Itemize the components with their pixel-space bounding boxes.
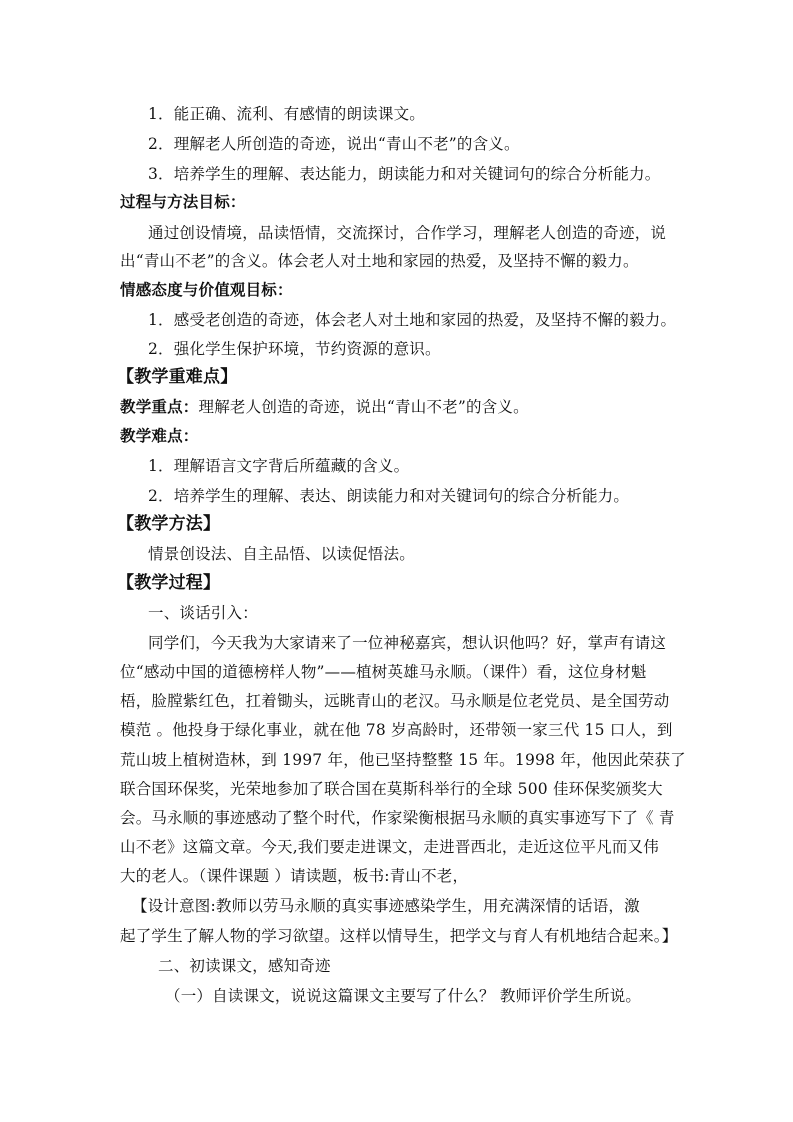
knowledge-item-1: 1．能正确、流利、有感情的朗读课文。	[148, 105, 425, 123]
process-goal-heading: 过程与方法目标：	[120, 193, 246, 211]
emotion-goal-item-2: 2．强化学生保护环境，节约资源的意识。	[148, 340, 441, 358]
intro-line-9: 大的老人。（课件课题 ）请读题，板书:青山不老，	[120, 867, 469, 885]
intro-line-8: 山不老》这篇文章。今天,我们要走进课文，走进晋西北，走近这位平凡而又伟	[120, 838, 659, 856]
knowledge-item-3: 3．培养学生的理解、表达能力，朗读能力和对关键词句的综合分析能力。	[148, 165, 661, 183]
process-goal-line-2: 出“青山不老”的含义。体会老人对土地和家园的热爱，及坚持不懈的毅力。	[120, 252, 639, 270]
step1-title: 一、谈话引入：	[148, 604, 258, 622]
key-difficult-heading: 【教学重难点】	[117, 367, 238, 387]
step2-subtask: （一）自读课文，说说这篇课文主要写了什么？ 教师评价学生所说。	[165, 987, 642, 1005]
difficult-item-2: 2．培养学生的理解、表达、朗读能力和对关键词句的综合分析能力。	[148, 487, 630, 505]
intro-line-6: 联合国环保奖，光荣地参加了联合国在莫斯科举行的全球 500 佳环保奖颁奖大	[120, 780, 663, 798]
key-point-line	[120, 397, 529, 417]
key-point-text: 理解老人创造的奇迹，说出“青山不老”的含义。	[198, 398, 529, 416]
process-heading: 【教学过程】	[117, 573, 221, 593]
emotion-goal-item-1: 1．感受老创造的奇迹，体会老人对土地和家园的热爱，及坚持不懈的毅力。	[148, 311, 677, 329]
intro-line-5: 荒山坡上植树造林，到 1997 年，他已坚持整整 15 年。1998 年，他因此荣获了	[120, 751, 686, 769]
difficult-item-1: 1．理解语言文字背后所蕴藏的含义。	[148, 457, 410, 475]
process-goal-line-1: 通过创设情境，品读悟情，交流探讨，合作学习，理解老人创造的奇迹，说	[148, 224, 667, 242]
methods-text: 情景创设法、自主品悟、以读促悟法。	[148, 545, 415, 563]
intro-line-2: 位“感动中国的道德榜样人物”——植树英雄马永顺。（课件）看，这位身材魁	[120, 663, 647, 681]
emotion-goal-heading: 情感态度与价值观目标：	[120, 281, 293, 299]
intro-line-3: 梧，脸膛紫红色，扛着锄头，远眺青山的老汉。马永顺是位老党员、是全国劳动	[120, 692, 670, 710]
methods-heading: 【教学方法】	[117, 514, 221, 534]
difficult-point-label: 教学难点：	[120, 427, 199, 445]
intro-line-7: 会。马永顺的事迹感动了整个时代，作家梁衡根据马永顺的真实事迹写下了《 青	[120, 809, 675, 827]
intro-line-1: 同学们，今天我为大家请来了一位神秘嘉宾，想认识他吗？好，掌声有请这	[148, 634, 667, 652]
design-intent-line-1: 【设计意图:教师以劳马永顺的真实事迹感染学生，用充满深情的话语，激	[132, 897, 640, 915]
knowledge-item-2: 2．理解老人所创造的奇迹，说出“青山不老”的含义。	[148, 135, 520, 153]
key-point-label: 教学重点：	[120, 398, 199, 416]
design-intent-line-2: 起了学生了解人物的学习欲望。这样以情导生，把学文与育人有机地结合起来。】	[120, 927, 678, 945]
intro-line-4: 模范 。他投身于绿化事业，就在他 78 岁高龄时，还带领一家三代 15 口人，到	[120, 721, 673, 739]
step2-title: 二、初读课文，感知奇迹	[158, 957, 331, 975]
